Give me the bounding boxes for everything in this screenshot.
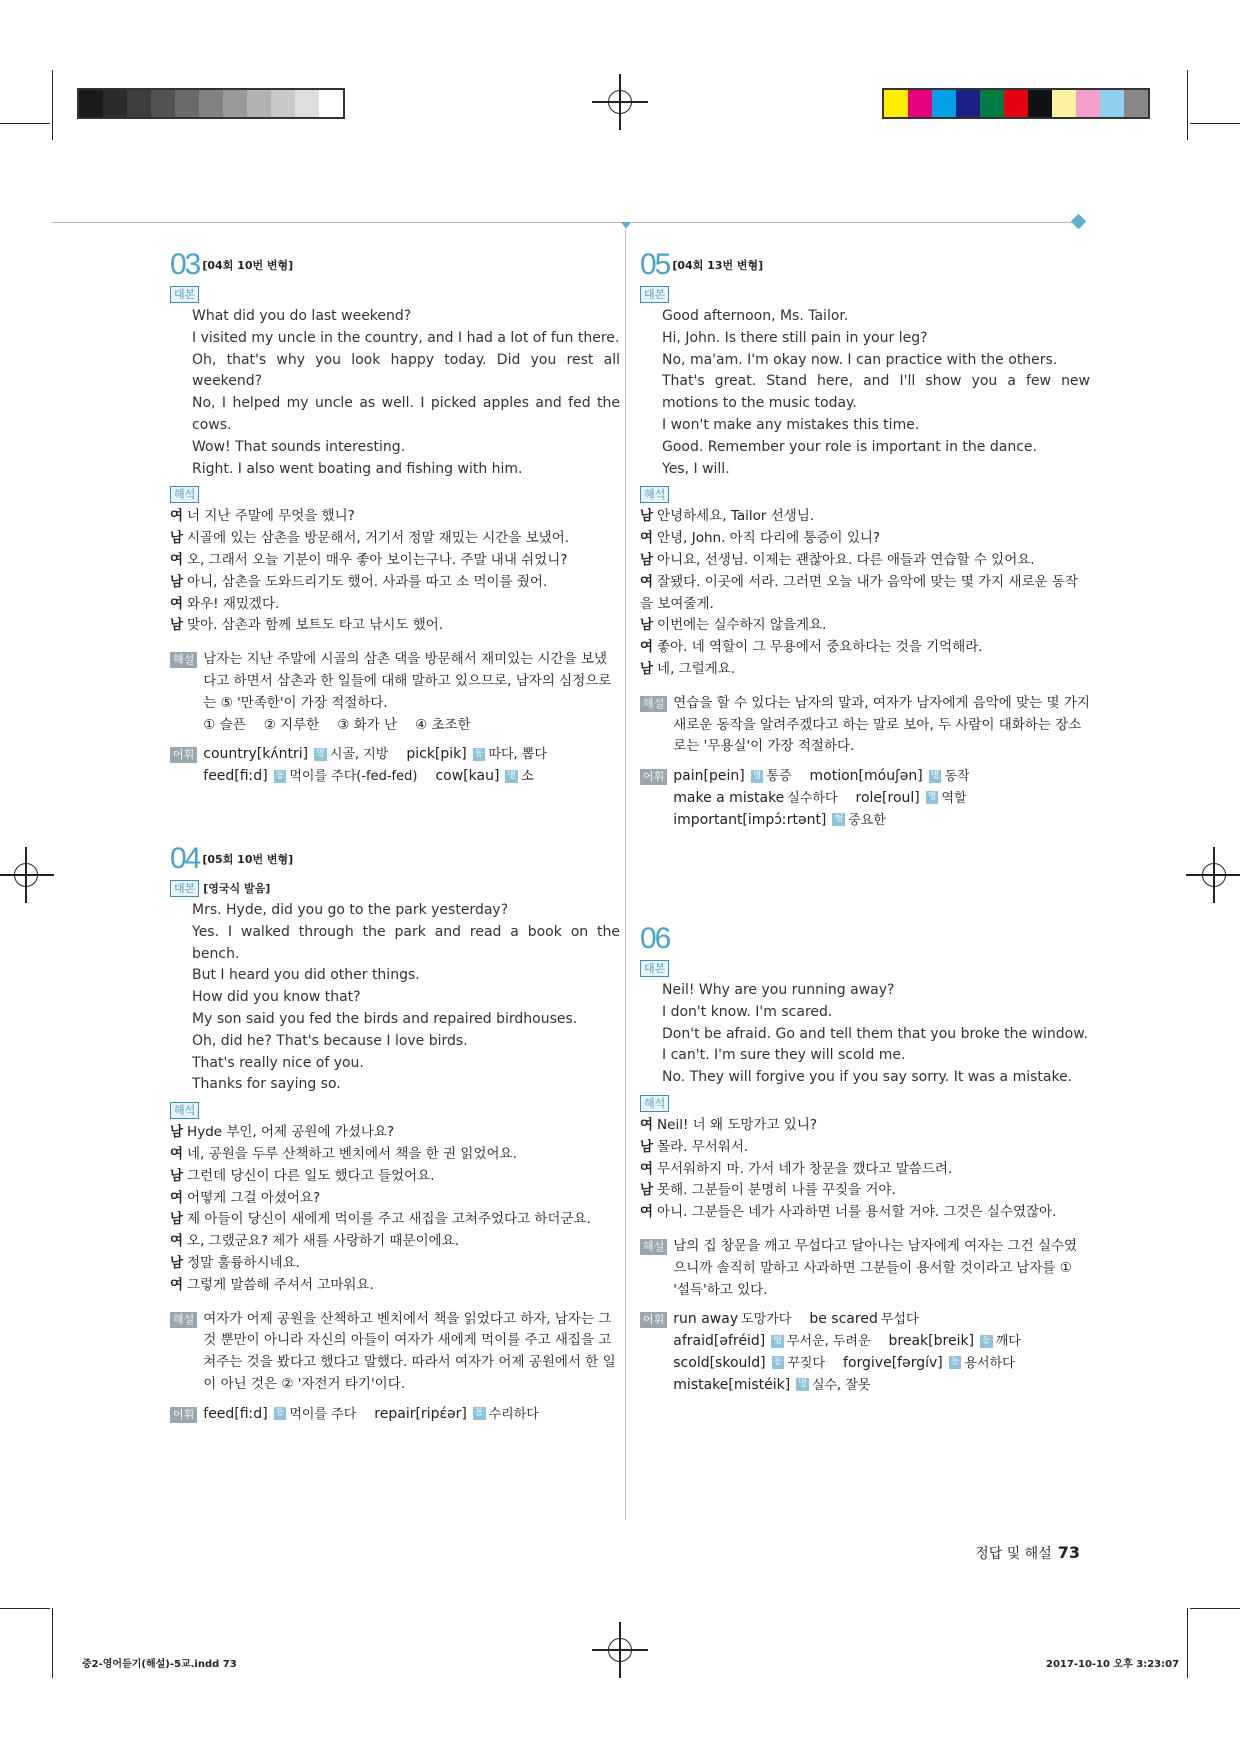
translation-lines: [170, 506, 620, 637]
crop-mark: [52, 1608, 53, 1678]
choice-item: ④ 초조한: [415, 716, 471, 733]
translation-text: 그렇게 말씀해 주셔서 고마워요.: [187, 1276, 374, 1293]
translation-text: 안녕하세요, Tailor 선생님.: [657, 508, 815, 525]
translation-text: 맞아. 삼촌과 함께 보트도 타고 낚시도 했어.: [187, 617, 444, 634]
color-swatch: [271, 90, 295, 117]
speaker-label: 남: [170, 1167, 184, 1184]
vocab-meaning: 먹이를 주다(-fed-fed): [289, 769, 418, 785]
top-arrow-marker: [621, 222, 631, 229]
translation-tag: 해석: [640, 1095, 669, 1112]
script-line: Right. I also went boating and fishing with him.: [192, 460, 523, 477]
vocab-row: [673, 1375, 1039, 1397]
color-swatch: [247, 90, 271, 117]
vocab-row: [203, 744, 565, 766]
translation-text: 어떻게 그걸 아셨어요?: [187, 1189, 321, 1206]
part-of-speech-badge: 명: [316, 748, 325, 759]
speaker-label: 남: [170, 617, 184, 634]
translation-line: [170, 528, 620, 550]
translation-text: 네, 그럴게요.: [657, 660, 736, 677]
vocab-meaning: 용서하다: [964, 1355, 1015, 1371]
file-slug: 중2-영어듣기(해설)-5교.indd 73: [82, 1659, 237, 1670]
crop-mark: [0, 123, 50, 124]
question-03: [170, 246, 620, 788]
translation-line: [640, 1180, 1090, 1202]
script-line: No, ma'am. I'm okay now. I can practice with the others.: [662, 351, 1058, 368]
speaker-label: 남: [170, 530, 184, 547]
translation-text: 너 지난 주말에 무엇을 했니?: [187, 508, 355, 525]
speaker-label: 여: [640, 639, 654, 656]
color-swatch: [175, 90, 199, 117]
part-of-speech-badge: 동: [474, 748, 484, 759]
crop-mark: [52, 70, 53, 140]
explanation: 해설 남자는 지난 주말에 시골의 삼촌 댁을 방문해서 재미있는 시간을 보냈다고 하면서 삼촌과 한 일들에 대해 말하고 있으므로, 남자의 심정으로는 ⑤ '만족한'이 가장 적절하다. ① 슬픈 ② 지루한 ③ 화가 난 ④ 초조한: [170, 649, 620, 736]
explanation: 해설 연습을 할 수 있다는 남자의 말과, 여자가 남자에게 음악에 맞는 몇 가지 새로운 동작을 알려주겠다고 하는 말로 보아, 두 사람이 대화하는 장소로는 '무용실'이 가장 적절하다.: [640, 693, 1090, 758]
translation-text: 안녕, John. 아직 다리에 통증이 있니?: [657, 530, 881, 547]
script-tag: 대본: [170, 880, 199, 897]
vocab-meaning: 소: [521, 769, 534, 785]
part-of-speech-badge: 형: [834, 814, 844, 825]
color-swatch: [319, 90, 343, 117]
question-04: [170, 840, 620, 1426]
translation-text: Neil! 너 왜 도망가고 있니?: [657, 1116, 818, 1133]
vocab-row: [673, 1309, 1039, 1331]
vocabulary: 어휘 country[kʌ́ntri] 명 시골, 지방 pick[pik] 동 따다, 뽑다 feed[fiːd] 동 먹이를 주다(-fed-fed) cow[kau] 명 소: [170, 744, 620, 788]
vocab-meaning: 꾸짖다: [787, 1355, 826, 1371]
script-line: I won't make any mistakes this time.: [662, 416, 920, 433]
vocab-meaning: 동작: [944, 769, 970, 785]
vocabulary: 어휘 run away 도망가다 be scared 무섭다 afraid[əfréid] 형 무서운, 두려운 break[breik] 동 깨다 scold[skould] 동 꾸짖다 forgive[fərgív] 동 용서하다 mistake[mistéik] 명 실수, 잘못: [640, 1309, 1090, 1396]
translation-line: [640, 506, 1090, 528]
vocab-word: forgive[fərgív]: [843, 1354, 943, 1371]
script-line: I can't. I'm sure they will scold me.: [662, 1047, 906, 1064]
registration-mark-right: [1186, 847, 1240, 903]
explanation: 해설 여자가 어제 공원을 산책하고 벤치에서 책을 읽었다고 하자, 남자는 그것 뿐만이 아니라 자신의 아들이 여자가 새에게 먹이를 주고 새집을 고쳐주는 것을 봤다고 했다고 말했다. 따라서 여자가 어제 공원에서 한 일이 아닌 것은 ② '자전거 타기'이다.: [170, 1309, 620, 1396]
vocab-row: [673, 1353, 1039, 1375]
script-line: Good. Remember your role is important in the dance.: [662, 438, 1037, 455]
speaker-label: 남: [640, 617, 654, 634]
choice-item: ③ 화가 난: [337, 716, 398, 733]
translation-text: 무서워하지 마. 가서 네가 창문을 깼다고 말씀드려.: [657, 1160, 953, 1177]
part-of-speech-badge: 명: [798, 1379, 807, 1390]
vocab-meaning: 깨다: [995, 1334, 1021, 1350]
translation-lines: [640, 1115, 1090, 1224]
script-line: Yes. I walked through the park and read a book on the bench.: [192, 923, 620, 962]
choice-item: ① 슬픈: [203, 716, 246, 733]
color-swatch: [103, 90, 127, 117]
translation-line: [640, 528, 1090, 550]
script-line: That's great. Stand here, and I'll show you a few new motions to the music today.: [662, 373, 1090, 412]
vocab-word: pick[pik]: [406, 746, 467, 763]
color-swatch: [1100, 90, 1124, 117]
speaker-label: 여: [170, 551, 184, 568]
color-swatch: [199, 90, 223, 117]
vocab-word: afraid[əfréid]: [673, 1333, 766, 1350]
part-of-speech-badge: 명: [507, 770, 517, 781]
crop-mark: [1187, 70, 1188, 140]
speaker-label: 남: [640, 1138, 654, 1155]
speaker-label: 여: [640, 1160, 654, 1177]
speaker-label: 여: [640, 1116, 654, 1133]
vocab-word: make a mistake: [673, 789, 785, 806]
speaker-label: 여: [640, 1204, 654, 1221]
part-of-speech-badge: 형: [773, 1335, 782, 1346]
color-swatch: [79, 90, 103, 117]
choice-list: [203, 715, 620, 737]
speaker-label: 남: [640, 660, 654, 677]
translation-line: [640, 572, 1090, 616]
part-of-speech-badge: 동: [773, 1357, 783, 1368]
crop-mark: [1190, 123, 1240, 124]
part-of-speech-badge: 동: [275, 1408, 285, 1419]
vocabulary: 어휘 pain[pein] 명 통증 motion[móuʃən] 명 동작 make a mistake 실수하다 role[roul] 명 역할 important[impɔ́ːrtənt] 형 중요한: [640, 766, 1090, 831]
script-line: I don't know. I'm scared.: [662, 1003, 833, 1020]
translation-text: 아니요, 선생님. 이제는 괜찮아요. 다른 애들과 연습할 수 있어요.: [657, 551, 1035, 568]
translation-text: 시골에 있는 삼촌을 방문해서, 거기서 정말 재밌는 시간을 보냈어.: [187, 530, 570, 547]
registration-mark-left: [0, 847, 54, 903]
translation-line: [170, 594, 620, 616]
translation-line: [640, 1137, 1090, 1159]
vocab-word: pain[pein]: [673, 768, 745, 785]
vocab-word: run away: [673, 1311, 739, 1328]
translation-line: [170, 1122, 620, 1144]
color-swatch: [884, 90, 908, 117]
translation-text: 아니, 삼촌을 도와드리기도 했어. 사과를 따고 소 먹이를 줬어.: [187, 573, 548, 590]
script-tag: 대본: [170, 286, 199, 303]
column-divider: [625, 230, 626, 1520]
question-number: 04: [170, 842, 200, 875]
question-source: [04회 10번 변형]: [202, 259, 294, 273]
vocab-word: cow[kau]: [435, 768, 500, 785]
speaker-label: 남: [170, 1254, 184, 1271]
script-line: Yes, I will.: [662, 460, 730, 477]
translation-line: [170, 615, 620, 637]
speaker-label: 여: [170, 595, 184, 612]
script-line: No. They will forgive you if you say sorry. It was a mistake.: [662, 1069, 1073, 1086]
color-swatch: [1124, 90, 1148, 117]
vocab-meaning: 먹이를 주다: [289, 1406, 357, 1422]
script-line: Good afternoon, Ms. Tailor.: [662, 308, 849, 324]
part-of-speech-badge: 동: [950, 1357, 960, 1368]
translation-tag: 해석: [170, 486, 199, 503]
vocab-row: [673, 788, 987, 810]
translation-line: [170, 1275, 620, 1297]
question-number: 03: [170, 248, 200, 281]
script-line: How did you know that?: [192, 989, 361, 1006]
part-of-speech-badge: 명: [927, 792, 937, 803]
vocab-meaning: 도망가다: [741, 1312, 792, 1328]
script-line: Thanks for saying so.: [192, 1076, 341, 1093]
color-swatch: [1004, 90, 1028, 117]
vocab-word: feed[fiːd]: [203, 1405, 268, 1422]
translation-text: 오, 그래서 오늘 기분이 매우 좋아 보이는구나. 주말 내내 쉬었니?: [187, 551, 568, 568]
script-note: [영국식 발음]: [203, 882, 271, 895]
translation-line: [170, 550, 620, 572]
translation-tag: 해석: [170, 1102, 199, 1119]
speaker-label: 남: [170, 1211, 184, 1228]
question-05: [640, 246, 1090, 832]
part-of-speech-badge: 명: [930, 770, 940, 781]
vocab-row: [673, 810, 987, 832]
registration-mark-top: [592, 74, 648, 130]
speaker-label: 여: [640, 530, 654, 547]
translation-text: 오, 그랬군요? 제가 새를 사랑하기 때문이에요.: [187, 1233, 459, 1250]
grayscale-bar: [77, 88, 345, 119]
vocab-meaning: 시골, 지방: [329, 747, 389, 763]
vocab-word: scold[skould]: [673, 1354, 766, 1371]
script-line: Don't be afraid. Go and tell them that you broke the window.: [662, 1025, 1088, 1042]
footer-label: 정답 및 해설: [975, 1546, 1052, 1562]
color-swatch: [1052, 90, 1076, 117]
translation-text: 몰라. 무서워서.: [657, 1138, 749, 1155]
page-footer: [975, 1543, 1080, 1563]
color-swatch: [127, 90, 151, 117]
translation-text: 네, 공원을 두루 산책하고 벤치에서 책을 한 권 읽었어요.: [187, 1145, 517, 1162]
speaker-label: 여: [170, 1276, 184, 1293]
translation-line: [170, 572, 620, 594]
translation-text: 잘됐다. 이곳에 서라. 그러면 오늘 내가 음악에 맞는 몇 가지 새로운 동작을 보여줄게.: [640, 573, 1078, 612]
speaker-label: 여: [170, 1189, 184, 1206]
crop-mark: [0, 1608, 50, 1609]
translation-line: [640, 1159, 1090, 1181]
speaker-label: 남: [640, 508, 654, 525]
date-slug: 2017-10-10 오후 3:23:07: [1046, 1659, 1180, 1670]
vocab-word: country[kʌ́ntri]: [203, 746, 309, 763]
translation-line: [640, 659, 1090, 681]
speaker-label: 여: [640, 573, 654, 590]
vocab-word: role[roul]: [855, 789, 920, 806]
header-rule: [52, 222, 1077, 223]
translation-text: 정말 훌륭하시네요.: [187, 1254, 300, 1271]
question-number: 06: [640, 922, 670, 955]
script-line: What did you do last weekend?: [192, 308, 412, 324]
vocab-word: important[impɔ́ːrtənt]: [673, 811, 827, 828]
color-swatch: [956, 90, 980, 117]
vocab-word: mistake[mistéik]: [673, 1376, 791, 1393]
vocab-meaning: 통증: [766, 769, 792, 785]
vocab-meaning: 실수하다: [787, 790, 838, 806]
translation-line: [170, 506, 620, 528]
speaker-label: 남: [170, 1124, 184, 1141]
part-of-speech-badge: 동: [275, 770, 285, 781]
translation-text: 이번에는 실수하지 않을게요.: [657, 617, 827, 634]
vocab-meaning: 무섭다: [880, 1312, 919, 1328]
speaker-label: 남: [170, 573, 184, 590]
vocab-row: [203, 1404, 557, 1426]
crop-mark: [1190, 1608, 1240, 1609]
script-line: But I heard you did other things.: [192, 967, 420, 984]
vocab-meaning: 중요한: [848, 812, 886, 828]
part-of-speech-badge: 동: [982, 1335, 991, 1346]
translation-text: 아니. 그분들은 네가 사과하면 너를 용서할 거야. 그것은 실수였잖아.: [657, 1204, 1057, 1221]
vocab-word: be scared: [809, 1311, 878, 1328]
translation-line: [170, 1253, 620, 1275]
choice-item: ② 지루한: [263, 716, 320, 733]
translation-line: [170, 1231, 620, 1253]
script-lines: [662, 306, 1090, 480]
vocab-row: [203, 766, 565, 788]
translation-lines: [170, 1122, 620, 1296]
script-line: Oh, that's why you look happy today. Did you rest all weekend?: [192, 351, 620, 390]
part-of-speech-badge: 동: [474, 1408, 484, 1419]
translation-line: [170, 1209, 620, 1231]
question-source: [04회 13번 변형]: [672, 259, 764, 273]
color-swatch: [980, 90, 1004, 117]
vocab-row: [673, 766, 987, 788]
vocabulary: 어휘 feed[fiːd] 동 먹이를 주다 repair[ripɛ́ər] 동 수리하다: [170, 1404, 620, 1426]
translation-text: 좋아. 네 역할이 그 무용에서 중요하다는 것을 기억해라.: [657, 639, 983, 656]
vocab-word: motion[móuʃən]: [809, 768, 923, 785]
translation-line: [170, 1166, 620, 1188]
translation-text: 와우! 재밌겠다.: [187, 595, 280, 612]
vocab-meaning: 따다, 뽑다: [488, 747, 547, 763]
speaker-label: 여: [170, 1145, 184, 1162]
vocab-meaning: 역할: [941, 790, 967, 806]
vocab-row: [673, 1331, 1039, 1353]
translation-line: [640, 615, 1090, 637]
color-bar: [882, 88, 1150, 119]
script-line: Oh, did he? That's because I love birds.: [192, 1032, 468, 1049]
registration-mark-bottom: [592, 1622, 648, 1678]
script-line: My son said you fed the birds and repaired birdhouses.: [192, 1010, 578, 1027]
script-line: That's really nice of you.: [192, 1054, 364, 1071]
vocab-meaning: 무서운, 두려운: [786, 1334, 871, 1350]
script-tag: 대본: [640, 286, 669, 303]
script-lines: [192, 900, 620, 1096]
question-source: [05회 10번 변형]: [202, 853, 294, 867]
translation-line: [640, 1115, 1090, 1137]
script-tag: 대본: [640, 960, 669, 977]
translation-line: [640, 1202, 1090, 1224]
color-swatch: [151, 90, 175, 117]
speaker-label: 여: [170, 508, 184, 525]
speaker-label: 여: [170, 1233, 184, 1250]
vocab-word: repair[ripɛ́ər]: [374, 1405, 467, 1422]
color-swatch: [1076, 90, 1100, 117]
script-line: I visited my uncle in the country, and I had a lot of fun there.: [192, 329, 620, 346]
speaker-label: 남: [640, 551, 654, 568]
translation-line: [170, 1188, 620, 1210]
color-swatch: [223, 90, 247, 117]
script-line: No, I helped my uncle as well. I picked apples and fed the cows.: [192, 395, 620, 433]
script-line: Wow! That sounds interesting.: [192, 438, 406, 455]
color-swatch: [908, 90, 932, 117]
page-number: 73: [1057, 1543, 1080, 1562]
speaker-label: 남: [640, 1182, 654, 1199]
translation-lines: [640, 506, 1090, 680]
translation-line: [640, 637, 1090, 659]
translation-line: [640, 550, 1090, 572]
script-lines: [192, 306, 620, 480]
color-swatch: [1028, 90, 1052, 117]
translation-line: [170, 1144, 620, 1166]
vocab-meaning: 실수, 잘못: [811, 1377, 871, 1393]
vocab-meaning: 수리하다: [488, 1406, 539, 1422]
script-line: Hi, John. Is there still pain in your leg?: [662, 329, 928, 346]
part-of-speech-badge: 명: [752, 770, 762, 781]
color-swatch: [932, 90, 956, 117]
translation-text: 그런데 당신이 다른 일도 했다고 들었어요.: [187, 1167, 435, 1184]
translation-tag: 해석: [640, 486, 669, 503]
explanation: 해설 남의 집 창문을 깨고 무섭다고 달아나는 남자에게 여자는 그건 실수였으니까 솔직히 말하고 사과하면 그분들이 용서할 것이라고 남자를 ① '설득'하고 있다.: [640, 1236, 1090, 1301]
vocab-word: break[breik]: [888, 1333, 975, 1350]
translation-text: 제 아들이 당신이 새에게 먹이를 주고 새집을 고쳐주었다고 하더군요.: [187, 1211, 591, 1228]
script-lines: [662, 980, 1090, 1089]
color-swatch: [295, 90, 319, 117]
question-number: 05: [640, 248, 670, 281]
diamond-marker: [1071, 214, 1087, 230]
vocab-word: feed[fiːd]: [203, 768, 268, 785]
translation-text: Hyde 부인, 어제 공원에 가셨나요?: [187, 1124, 395, 1141]
script-line: Neil! Why are you running away?: [662, 982, 895, 998]
question-06: [640, 920, 1090, 1397]
script-line: Mrs. Hyde, did you go to the park yesterday?: [192, 902, 509, 918]
crop-mark: [1187, 1608, 1188, 1678]
translation-text: 못해. 그분들이 분명히 나를 꾸짖을 거야.: [657, 1182, 896, 1199]
